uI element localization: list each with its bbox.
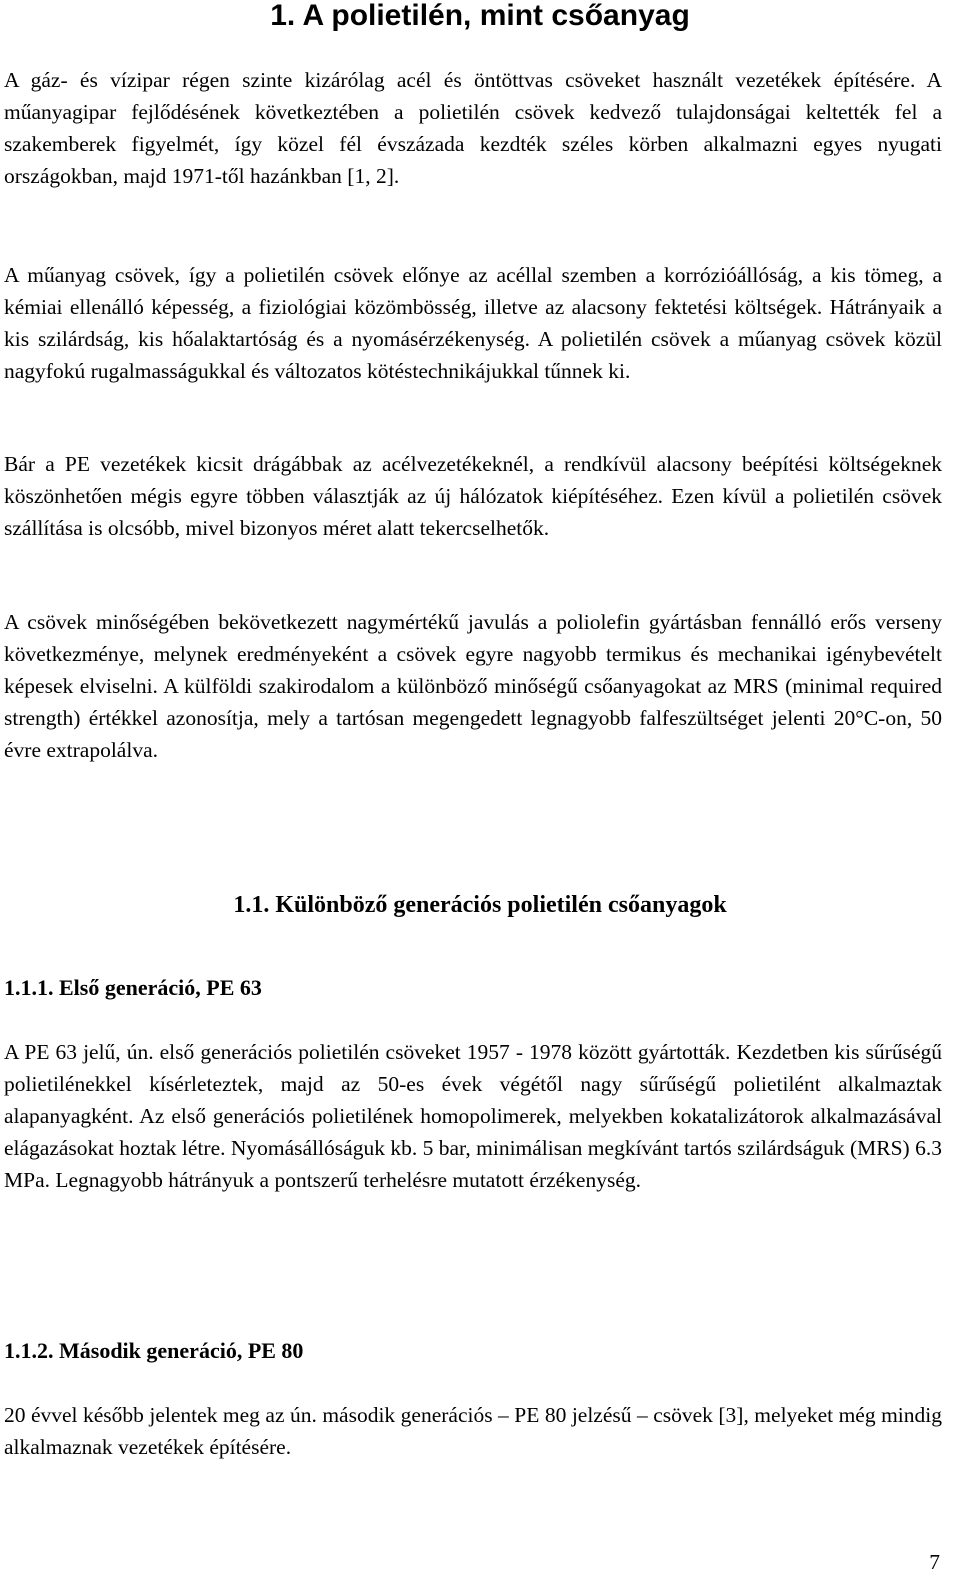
paragraph-quality: A csövek minőségében bekövetkezett nagymértékű javulás a poliolefin gyártásban fennálló erős verseny következménye, melynek eredményeként a csövek egyre nagyobb termikus és mechanikai igénybevételt képesek elviselni. A külföldi szakirodalom a különböző minőségű csőanyagokat az MRS (minimal required strength) értékkel azonosítja, mely a tartósan megengedett legnagyobb falfeszültséget jelenti 20°C-on, 50 évre extrapolálva. bbox=[4, 610, 942, 762]
page-number: 7 bbox=[929, 1550, 940, 1574]
chapter-title: 1. A polietilén, mint csőanyag bbox=[270, 0, 690, 32]
paragraph-costs: Bár a PE vezetékek kicsit drágábbak az acélvezetékeknél, a rendkívül alacsony beépítési költségeknek köszönhetően mégis egyre többen választják az új hálózatok kiépítéséhez. Ezen kívül a polietilén csövek szállítása is olcsóbb, mivel bizonyos méret alatt tekercselhetők. bbox=[4, 452, 942, 540]
paragraph-advantages: A műanyag csövek, így a polietilén csövek előnye az acéllal szemben a korrózióállóság, a kis tömeg, a kémiai ellenálló képesség, a fiziológiai közömbösség, illetve az alacsony fektetési költségek. Hátrányaik a kis szilárdság, kis hőalaktartóság és a nyomásérzékenység. A polietilén csövek a műanyag csövek közül nagyfokú rugalmasságukkal és változatos kötéstechnikájukkal tűnnek ki. bbox=[4, 263, 942, 383]
paragraph-intro: A gáz- és vízipar régen szinte kizárólag acél és öntöttvas csöveket használt vezetékek építésére. A műanyagipar fejlődésének következtében a polietilén csövek kedvező tulajdonságai keltették fel a szakemberek figyelmét, így közel fél évszázada kezdték széles körben alkalmazni egyes nyugati országokban, majd 1971-től hazánkban [1, 2]. bbox=[4, 68, 942, 188]
paragraph-pe63: A PE 63 jelű, ún. első generációs polietilén csöveket 1957 - 1978 között gyártották. Kezdetben kis sűrűségű polietilénekkel kísérleteztek, majd az 50-es évek végétől nagy sűrűségű polietilént alkalmaztak alapanyagként. Az első generációs polietilének homopolimerek, melyekben kokatalizátorok alkalmazásával elágazásokat hoztak létre. Nyomásállóságuk kb. 5 bar, minimálisan megkívánt tartós szilárdságuk (MRS) 6.3 MPa. Legnagyobb hátrányuk a pontszerű terhelésre mutatott érzékenység. bbox=[4, 1040, 942, 1192]
subsection-title-pe63: 1.1.1. Első generáció, PE 63 bbox=[4, 975, 262, 1000]
section-title: 1.1. Különböző generációs polietilén csőanyagok bbox=[233, 892, 727, 918]
subsection-title-pe80: 1.1.2. Második generáció, PE 80 bbox=[4, 1338, 304, 1363]
paragraph-pe80: 20 évvel később jelentek meg az ún. második generációs – PE 80 jelzésű – csövek [3], melyeket még mindig alkalmaznak vezetékek építésére. bbox=[4, 1403, 942, 1459]
